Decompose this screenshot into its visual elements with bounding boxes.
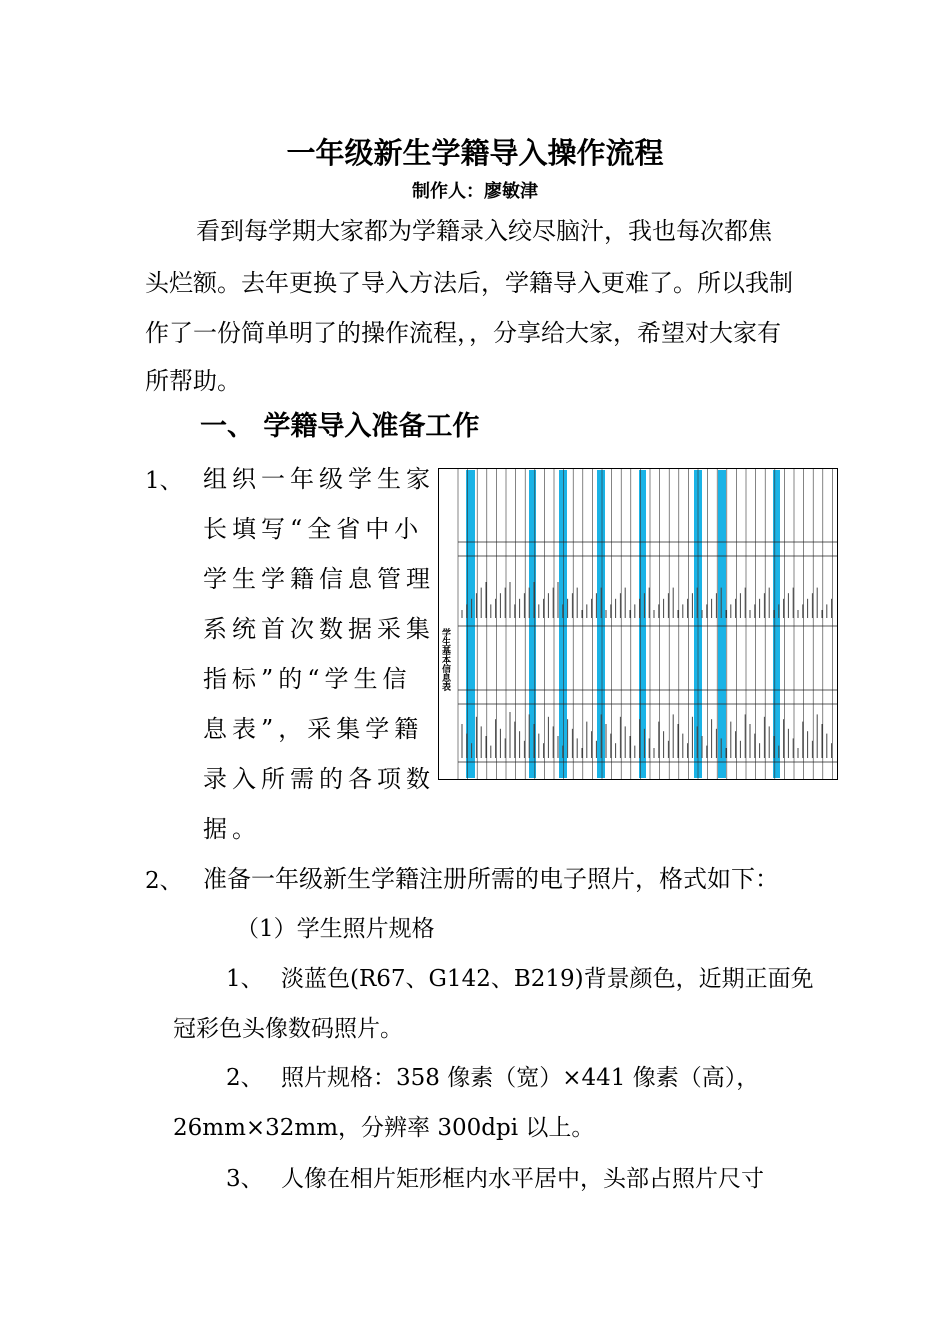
item-1-line-2: 长填写“全省中小	[203, 515, 424, 543]
spec-3-number: 3、	[226, 1166, 264, 1192]
spec-2-line-1: 照片规格：358 像素（宽）×441 像素（高），	[281, 1065, 760, 1091]
table-highlight-column	[559, 470, 567, 778]
item-1-line-6: 息表”，采集学籍	[203, 715, 424, 743]
student-info-table-image	[438, 468, 838, 780]
item-2-text: 准备一年级新生学籍注册所需的电子照片，格式如下：	[203, 865, 779, 893]
spec-2-number: 2、	[226, 1065, 264, 1091]
spec-3-line-1: 人像在相片矩形框内水平居中，头部占照片尺寸	[281, 1166, 764, 1192]
item-1-line-5: 指标”的“学生信	[203, 665, 412, 693]
table-highlight-column	[773, 470, 780, 778]
item-1-number: 1、	[145, 468, 183, 494]
author-line: 制作人：廖敏津	[412, 181, 538, 202]
intro-line-3: 作了一份简单明了的操作流程，，分享给大家，希望对大家有	[145, 319, 781, 347]
item-1-line-3: 学生学籍信息管理	[203, 565, 435, 593]
intro-line-1: 看到每学期大家都为学籍录入绞尽脑汁，我也每次都焦	[196, 217, 772, 245]
table-vertical-title: 学生基本信息表	[440, 628, 450, 691]
spec-2-line-2: 26mm×32mm，分辨率 300dpi 以上。	[173, 1115, 595, 1141]
item-1-line-1: 组织一年级学生家	[203, 465, 435, 493]
intro-line-4: 所帮助。	[145, 367, 241, 395]
spec-1-number: 1、	[226, 966, 264, 992]
item-1-line-4: 系统首次数据采集	[203, 615, 435, 643]
intro-line-2: 头烂额。去年更换了导入方法后，学籍导入更难了。所以我制	[145, 269, 793, 297]
spec-1-line-2: 冠彩色头像数码照片。	[173, 1016, 403, 1042]
document-title: 一年级新生学籍导入操作流程	[286, 136, 664, 170]
photo-spec-heading: （1）学生照片规格	[236, 916, 435, 942]
table-highlight-column	[718, 470, 726, 778]
item-1-line-8: 据。	[203, 815, 261, 843]
item-2-number: 2、	[145, 868, 183, 894]
section-heading: 一、 学籍导入准备工作	[200, 411, 480, 442]
item-1-line-7: 录入所需的各项数	[203, 765, 435, 793]
spec-1-line-1: 淡蓝色(R67、G142、B219)背景颜色，近期正面免	[281, 966, 814, 992]
